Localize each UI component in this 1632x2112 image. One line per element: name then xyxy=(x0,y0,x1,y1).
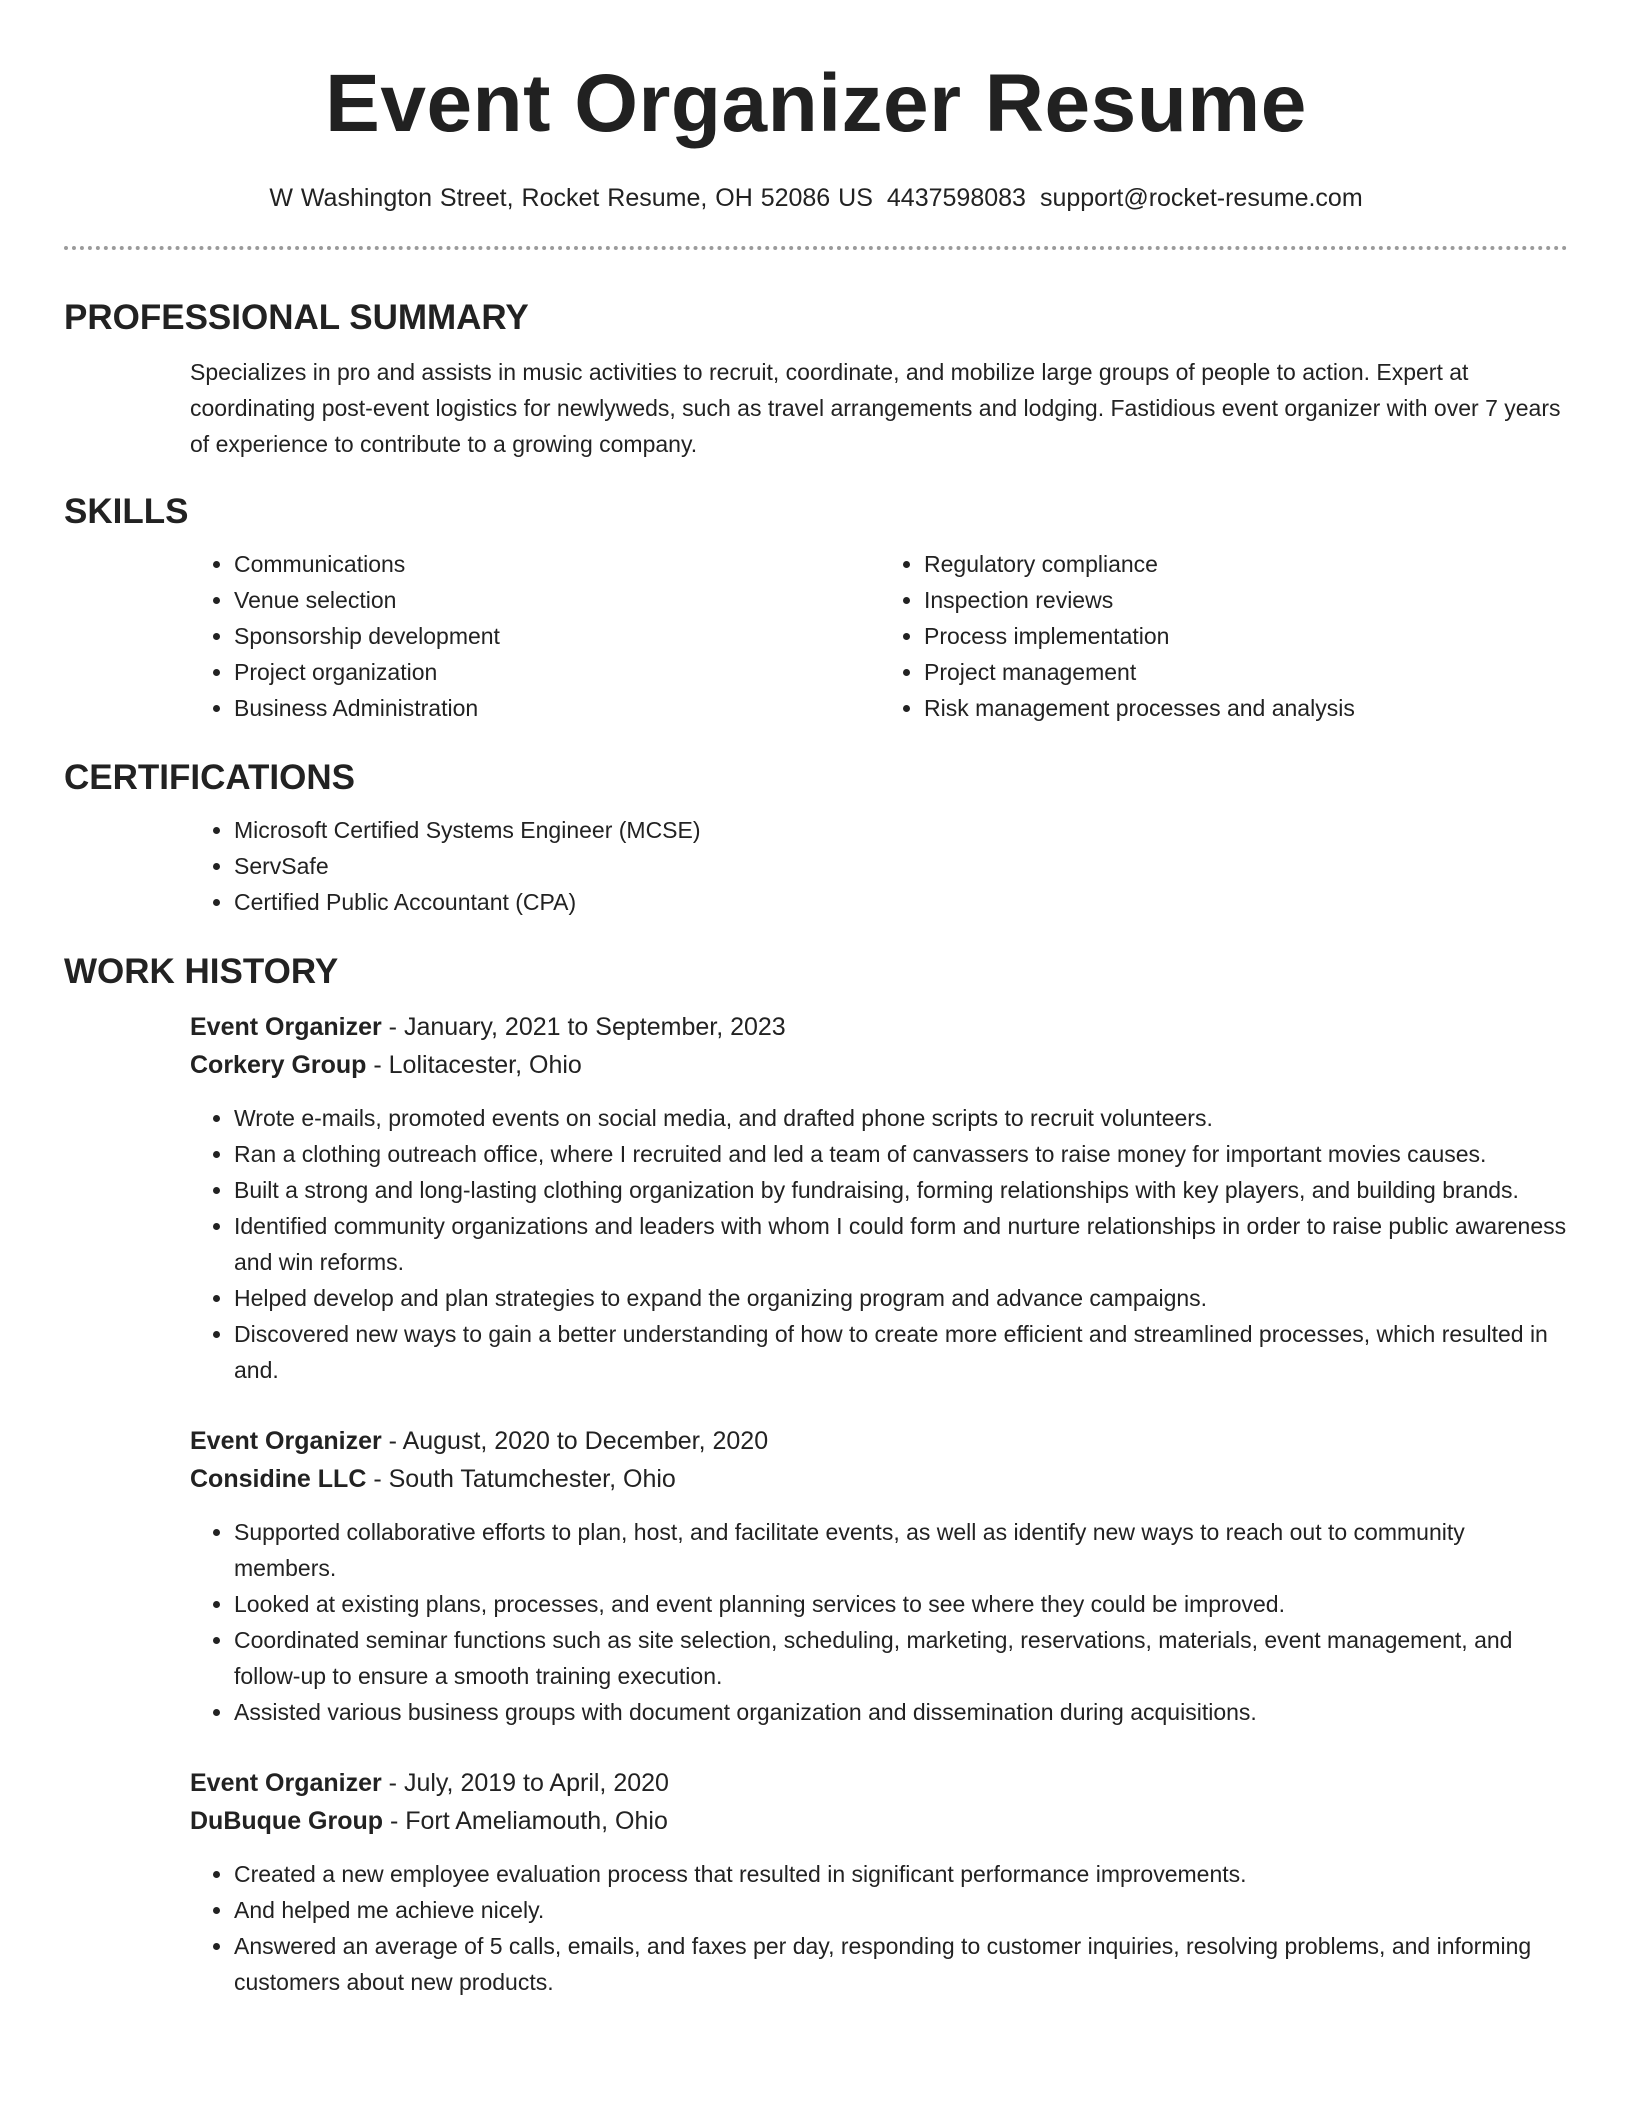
job-bullet: • Ran a clothing outreach office, where I recruited and led a team of canvassers to raise money for important movies causes. xyxy=(234,1136,1568,1172)
job-entry xyxy=(190,1764,1568,2000)
contact-phone: 4437598083 xyxy=(886,184,1026,212)
job-title-line xyxy=(190,1422,1568,1460)
certification-item: • Microsoft Certified Systems Engineer (MCSE) xyxy=(234,812,1568,848)
job-location: - Lolitacester, Ohio xyxy=(366,1051,582,1079)
skill-item: • Process implementation xyxy=(924,618,1524,654)
job-entry xyxy=(190,1008,1568,1388)
job-title-line xyxy=(190,1764,1568,1802)
skills-section xyxy=(64,490,1568,726)
work-history-heading: WORK HISTORY xyxy=(64,952,339,991)
certification-item: • ServSafe xyxy=(234,848,1568,884)
job-bullet: • Supported collaborative efforts to plan, host, and facilitate events, as well as identify new ways to reach out to community members. xyxy=(234,1514,1568,1586)
summary-heading: PROFESSIONAL SUMMARY xyxy=(64,298,529,337)
contact-address: W Washington Street, Rocket Resume, OH 52086 US xyxy=(269,184,873,212)
job-role: Event Organizer xyxy=(190,1013,382,1041)
skill-item: • Sponsorship development xyxy=(234,618,870,654)
job-bullet: • Coordinated seminar functions such as site selection, scheduling, marketing, reservations, materials, event management, and follow-up to ensure a smooth training execution. xyxy=(234,1622,1568,1694)
contact-email: support@rocket-resume.com xyxy=(1039,184,1363,212)
skill-item: • Regulatory compliance xyxy=(924,546,1524,582)
job-dates: - January, 2021 to September, 2023 xyxy=(381,1013,786,1041)
contact-line xyxy=(64,180,1568,216)
summary-section xyxy=(64,296,1568,462)
job-location: - Fort Ameliamouth, Ohio xyxy=(383,1807,668,1835)
skills-list-right xyxy=(870,546,1524,726)
certifications-heading: CERTIFICATIONS xyxy=(64,758,356,797)
job-company: DuBuque Group xyxy=(190,1807,384,1835)
skill-item: • Risk management processes and analysis xyxy=(924,690,1524,726)
job-company-line xyxy=(190,1460,1568,1498)
job-bullets xyxy=(190,1514,1568,1730)
job-bullets xyxy=(190,1856,1568,2000)
skill-item: • Business Administration xyxy=(234,690,870,726)
summary-text: Specializes in pro and assists in music activities to recruit, coordinate, and mobilize large groups of people to action. Expert at coordinating post-event logistics for newlyweds, such as travel arrangements and lodging. Fastidious event organizer with over 7 years of experience to contribute to a growing company. xyxy=(190,359,1561,457)
certifications-list xyxy=(190,812,1568,920)
job-bullet: • Created a new employee evaluation process that resulted in significant performance improvements. xyxy=(234,1856,1568,1892)
job-dates: - July, 2019 to April, 2020 xyxy=(381,1769,669,1797)
job-location: - South Tatumchester, Ohio xyxy=(366,1465,676,1493)
skill-item: • Project organization xyxy=(234,654,870,690)
job-company-line xyxy=(190,1046,1568,1084)
certifications-section xyxy=(64,756,1568,920)
job-bullets xyxy=(190,1100,1568,1388)
job-entry xyxy=(190,1422,1568,1730)
skills-heading: SKILLS xyxy=(64,492,189,531)
skill-item: • Inspection reviews xyxy=(924,582,1524,618)
resume-title: Event Organizer Resume xyxy=(325,58,1307,149)
job-bullet: • Helped develop and plan strategies to expand the organizing program and advance campaigns. xyxy=(234,1280,1568,1316)
job-bullet: • Identified community organizations and leaders with whom I could form and nurture relationships in order to raise public awareness and win reforms. xyxy=(234,1208,1568,1280)
job-company: Corkery Group xyxy=(190,1051,367,1079)
skill-item: • Venue selection xyxy=(234,582,870,618)
job-role: Event Organizer xyxy=(190,1769,382,1797)
job-bullet: • Looked at existing plans, processes, and event planning services to see where they could be improved. xyxy=(234,1586,1568,1622)
job-role: Event Organizer xyxy=(190,1427,382,1455)
header-divider xyxy=(64,246,1568,250)
job-bullet: • Wrote e-mails, promoted events on social media, and drafted phone scripts to recruit volunteers. xyxy=(234,1100,1568,1136)
resume-page xyxy=(64,0,1568,2000)
job-bullet: • Assisted various business groups with document organization and dissemination during acquisitions. xyxy=(234,1694,1568,1730)
job-bullet: • Discovered new ways to gain a better understanding of how to create more efficient and streamlined processes, which resulted in and. xyxy=(234,1316,1568,1388)
job-bullet: • Built a strong and long-lasting clothing organization by fundraising, forming relationships with key players, and building brands. xyxy=(234,1172,1568,1208)
work-history-section xyxy=(64,950,1568,2000)
job-title-line xyxy=(190,1008,1568,1046)
certification-item: • Certified Public Accountant (CPA) xyxy=(234,884,1568,920)
job-dates: - August, 2020 to December, 2020 xyxy=(381,1427,769,1455)
job-bullet: • And helped me achieve nicely. xyxy=(234,1892,1568,1928)
job-bullet: • Answered an average of 5 calls, emails, and faxes per day, responding to customer inquiries, resolving problems, and informing customers about new products. xyxy=(234,1928,1568,2000)
skill-item: • Communications xyxy=(234,546,870,582)
job-company: Considine LLC xyxy=(190,1465,367,1493)
job-company-line xyxy=(190,1802,1568,1840)
skill-item: • Project management xyxy=(924,654,1524,690)
skills-list-left xyxy=(190,546,870,726)
